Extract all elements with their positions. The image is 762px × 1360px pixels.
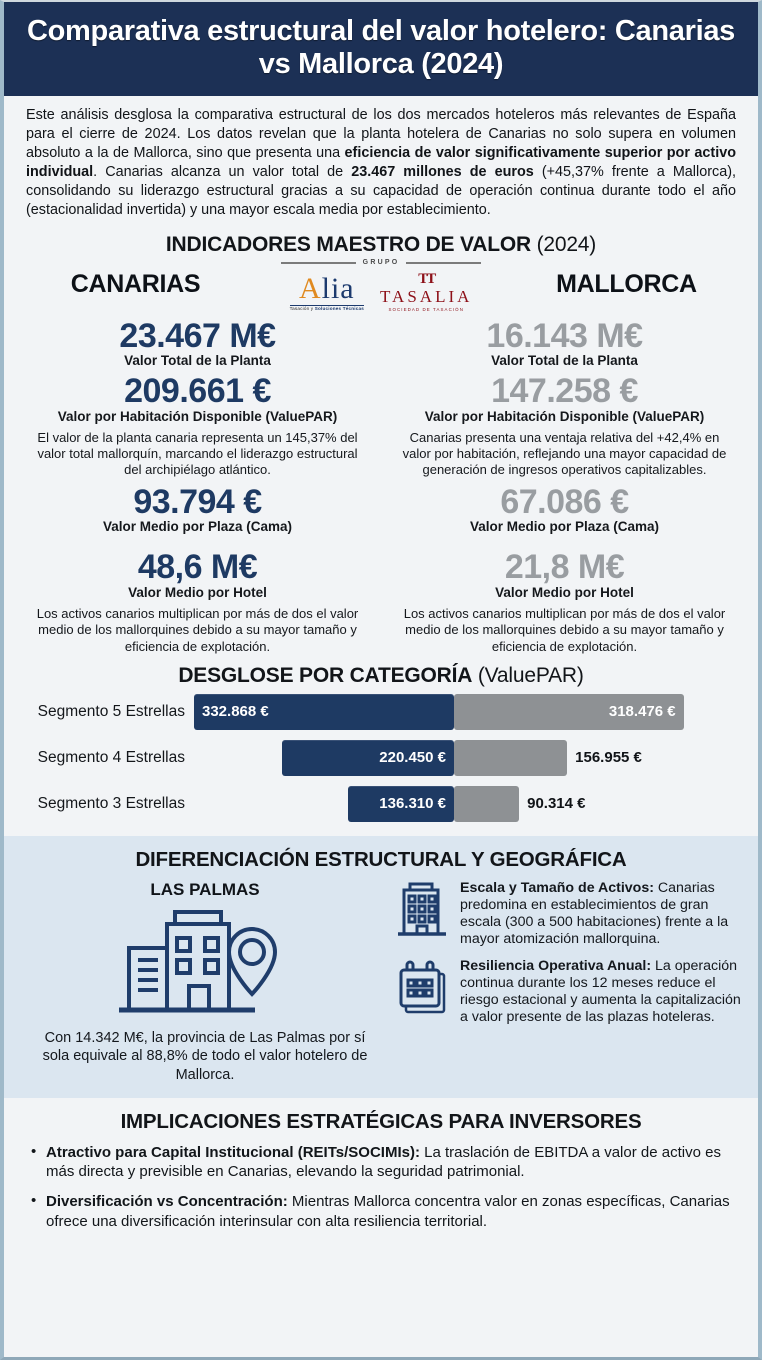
implications-section xyxy=(4,1098,758,1231)
geo-caption: Con 14.342 M€, la provincia de Las Palmas por sí sola equivale al 88,8% de todo el valor hotelero de Mallorca. xyxy=(42,1029,368,1083)
metric-value: 93.794 € xyxy=(133,482,262,521)
metric-value: 21,8 M€ xyxy=(504,548,625,587)
metric-canarias-plaza xyxy=(14,482,381,535)
intro-text-1: Este análisis desglosa la comparativa estructural de los dos mercados hoteleros más relevantes de España para el cierre de 2024. Los datos revelan que la planta hotelera de Canarias no solo supera en volumen absoluto a la de Mallorca, sino que presenta una xyxy=(26,107,736,162)
metric-label: Valor por Habitación Disponible (ValuePAR) xyxy=(57,408,338,424)
region-name-canarias: CANARIAS xyxy=(70,270,201,299)
intro-text-2: . Canarias alcanza un valor total de xyxy=(93,164,352,181)
alia-logo-tagline xyxy=(290,305,364,312)
intro-text-3: (+45,37% frente a Mallorca), consolidando su liderazgo estructural gracias a su capacidad de operación continua durante todo el año (estacionalidad invertida) y una mayor escala media por establecimiento. xyxy=(26,164,736,219)
indicators-section-title xyxy=(4,233,758,257)
bar-value-label: 332.868 € xyxy=(202,703,269,721)
geo-item-resiliencia xyxy=(396,958,742,1026)
metric-mallorca-plaza xyxy=(381,482,748,535)
bar-mallorca xyxy=(454,694,684,730)
geo-left-panel xyxy=(20,880,390,1084)
geo-item-escala xyxy=(396,880,742,948)
bar-row xyxy=(4,694,758,730)
metric-value: 209.661 € xyxy=(124,372,271,411)
metric-spacer xyxy=(381,534,748,544)
tasalia-logo-tagline: SOCIEDAD DE TASACIÓN xyxy=(388,307,464,313)
implication-body: Mientras Mallorca concentra valor en zonas específicas, Canarias ofrece una diversificación interinsular con alta resiliencia territorial. xyxy=(46,1193,730,1230)
metric-mallorca-valuepar xyxy=(381,374,748,478)
bar-canarias xyxy=(282,740,454,776)
bar-mallorca xyxy=(454,786,519,822)
bar-right-track xyxy=(454,786,754,822)
metric-label: Valor Medio por Hotel xyxy=(495,585,634,601)
alia-logo-wordmark xyxy=(298,271,355,305)
metric-mallorca-total xyxy=(381,316,748,369)
geo-body xyxy=(4,880,758,1084)
alia-tagline-1: Tasación y xyxy=(289,305,315,311)
calendar-icon xyxy=(396,958,448,1021)
breakdown-bar-chart xyxy=(4,690,758,822)
tasalia-logo-mark: TT xyxy=(418,271,435,288)
breakdown-title-unit: (ValuePAR) xyxy=(472,663,584,687)
region-name-mallorca: MALLORCA xyxy=(556,270,697,299)
geo-right-panel xyxy=(390,880,742,1084)
metric-label: Valor Medio por Hotel xyxy=(128,585,267,601)
bar-left-track xyxy=(194,740,454,776)
intro-bold-1: eficiencia de valor significativamente superior por activo individual xyxy=(26,145,736,181)
geo-item-body: La operación continua durante los 12 meses reduce el riesgo estacional y aumenta la capitalización a valor presente de las plazas hoteleras. xyxy=(460,957,741,1026)
bar-value-label: 220.450 € xyxy=(379,749,446,767)
geo-item-heading: Resiliencia Operativa Anual: xyxy=(460,957,652,974)
bar-value-label: 156.955 € xyxy=(575,749,642,767)
alia-tagline-2: Soluciones Técnicas xyxy=(314,305,365,311)
geo-section-title: DIFERENCIACIÓN ESTRUCTURAL Y GEOGRÁFICA xyxy=(135,847,627,871)
metric-canarias-hotel xyxy=(14,550,381,654)
building-icon xyxy=(396,880,448,945)
bar-category-label: Segmento 3 Estrellas xyxy=(37,794,185,812)
metric-label: Valor Total de la Planta xyxy=(491,353,638,369)
bar-left-track xyxy=(194,786,454,822)
page-title: Comparativa estructural del valor hotelero: Canarias vs Mallorca (2024) xyxy=(26,15,736,81)
list-item xyxy=(46,1192,734,1230)
bar-row xyxy=(4,740,758,776)
alia-logo-rest: lia xyxy=(321,271,355,305)
breakdown-section-title xyxy=(4,664,758,688)
tasalia-logo xyxy=(380,272,472,312)
metric-value: 67.086 € xyxy=(500,482,629,521)
metric-spacer xyxy=(14,534,381,544)
implications-list xyxy=(20,1143,742,1231)
bar-mallorca xyxy=(454,740,567,776)
bar-value-label: 318.476 € xyxy=(608,703,676,721)
bar-value-label: 136.310 € xyxy=(379,795,446,813)
implication-heading: Atractivo para Capital Institucional (REITs/SOCIMIs): xyxy=(46,1144,420,1162)
indicators-title-strong: INDICADORES MAESTRO DE VALOR xyxy=(165,233,531,257)
metric-value: 48,6 M€ xyxy=(137,548,258,587)
metrics-grid xyxy=(4,313,758,655)
metrics-column-mallorca xyxy=(381,313,748,655)
bar-row xyxy=(4,786,758,822)
city-buildings-pin-icon xyxy=(20,902,390,1027)
breakdown-title-strong: DESGLOSE POR CATEGORÍA xyxy=(178,663,473,687)
metric-label: Valor Medio por Plaza (Cama) xyxy=(469,519,660,535)
geo-item-heading: Escala y Tamaño de Activos: xyxy=(460,879,654,896)
geo-item-body: Canarias predomina en establecimientos de gran escala (300 a 500 habitaciones) frente a la mayor atomización mallorquina. xyxy=(460,879,729,947)
bar-canarias xyxy=(348,786,454,822)
list-item xyxy=(46,1143,734,1181)
metric-note: Canarias presenta una ventaja relativa del +42,4% en valor por habitación, reflejando una mayor capacidad de generación de ingresos operativos capitalizables. xyxy=(402,429,727,478)
intro-bold-2: 23.467 millones de euros xyxy=(351,164,534,181)
bar-category-label: Segmento 4 Estrellas xyxy=(37,748,185,766)
metric-value: 16.143 M€ xyxy=(486,316,643,355)
bar-category-label: Segmento 5 Estrellas xyxy=(37,702,185,720)
geo-item-text xyxy=(460,880,742,948)
metric-mallorca-hotel xyxy=(381,550,748,654)
alia-logo xyxy=(289,271,365,312)
divider-line-left xyxy=(281,262,356,264)
indicators-title-year: (2024) xyxy=(530,233,597,257)
region-logo-row xyxy=(4,266,758,312)
implication-heading: Diversificación vs Concentración: xyxy=(46,1193,288,1211)
bar-right-track xyxy=(454,694,754,730)
bar-canarias xyxy=(194,694,454,730)
metric-label: Valor por Habitación Disponible (ValuePAR) xyxy=(424,408,705,424)
metric-label: Valor Total de la Planta xyxy=(124,353,271,369)
alia-logo-initial: A xyxy=(298,271,322,305)
grupo-divider xyxy=(281,259,481,266)
implications-title: IMPLICACIONES ESTRATÉGICAS PARA INVERSORES xyxy=(120,1110,642,1134)
implication-body: La traslación de EBITDA a valor de activo es más directa y previsible en Canarias, elevando la seguridad patrimonial. xyxy=(46,1144,721,1181)
page-header xyxy=(4,2,758,96)
bar-left-track xyxy=(194,694,454,730)
logos-group xyxy=(290,270,473,312)
bar-right-track xyxy=(454,740,754,776)
divider-line-right xyxy=(406,262,481,264)
metric-note: El valor de la planta canaria representa un 145,37% del valor total mallorquín, marcando el liderazgo estructural del archipiélago atlántico. xyxy=(37,429,358,478)
intro-paragraph xyxy=(4,96,758,224)
metric-canarias-total xyxy=(14,316,381,369)
bar-value-label: 90.314 € xyxy=(527,795,586,813)
geo-item-text xyxy=(460,958,742,1026)
metric-value: 147.258 € xyxy=(491,372,638,411)
metric-note: Los activos canarios multiplican por más de dos el valor medio de los mallorquines debido a su mayor tamaño y eficiencia de explotación. xyxy=(403,606,726,654)
metric-label: Valor Medio por Plaza (Cama) xyxy=(102,519,293,535)
metric-value: 23.467 M€ xyxy=(119,316,276,355)
geo-city-name: LAS PALMAS xyxy=(150,879,260,899)
metric-canarias-valuepar xyxy=(14,374,381,478)
grupo-label: GRUPO xyxy=(362,259,400,267)
metrics-column-canarias xyxy=(14,313,381,655)
metric-note: Los activos canarios multiplican por más de dos el valor medio de los mallorquines debido a su mayor tamaño y eficiencia de explotación. xyxy=(36,606,359,654)
geographic-section xyxy=(4,836,758,1098)
tasalia-logo-wordmark: TASALIA xyxy=(380,287,473,307)
